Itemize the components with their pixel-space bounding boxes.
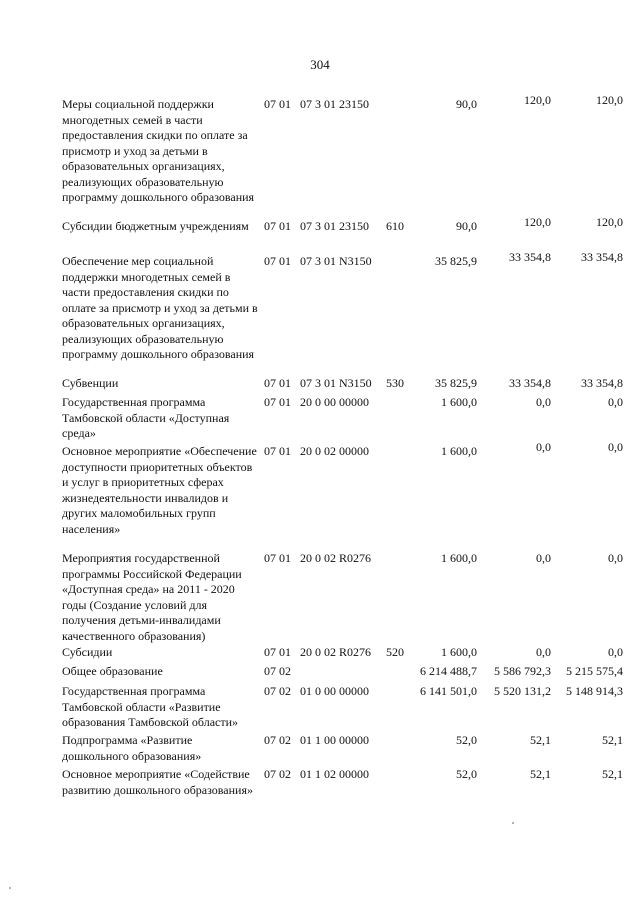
- row-value-3: 0,0: [608, 645, 623, 659]
- row-name: Государственная программа Тамбовской области «Развитие образования Тамбовской области»: [62, 684, 239, 729]
- row-section: 07 02: [264, 767, 291, 781]
- row-value-1: 52,0: [456, 767, 477, 781]
- row-name: Мероприятия государственной программы Российской Федерации «Доступная среда» на 2011 - 2020 годы (Создание условий для получения детьми-инвалидами качественного образования): [62, 551, 242, 643]
- row-target-article: 07 3 01 23150: [300, 97, 369, 111]
- row-value-2: 0,0: [536, 645, 551, 659]
- row-target-article: 20 0 02 R0276: [300, 645, 372, 659]
- row-value-1: 90,0: [456, 219, 477, 233]
- row-value-2: 120,0: [524, 93, 551, 107]
- row-value-3: 5 148 914,3: [566, 684, 623, 698]
- row-name: Основное мероприятие «Обеспечение доступности приоритетных объектов и услуг в приоритетных сферах жизнедеятельности инвалидов и других маломобильных групп населения»: [62, 444, 257, 536]
- page-number: 304: [310, 57, 330, 72]
- row-name: Государственная программа Тамбовской области «Доступная среда»: [62, 395, 230, 440]
- row-value-1: 35 825,9: [435, 376, 477, 390]
- row-value-1: 90,0: [456, 97, 477, 111]
- row-value-3: 33 354,8: [581, 250, 623, 264]
- row-value-2: 0,0: [536, 395, 551, 409]
- row-name: Меры социальной поддержки многодетных семей в части предоставления скидки по оплате за присмотр и уход за детьми в образовательных организациях, реализующих образовательную программу дошкольного образования: [62, 97, 255, 204]
- row-target-article: 07 3 01 23150: [300, 219, 369, 233]
- row-expense-type: 530: [386, 376, 404, 390]
- row-value-2: 5 586 792,3: [494, 664, 551, 678]
- row-name: Субсидии: [62, 645, 113, 659]
- row-value-2: 33 354,8: [509, 250, 551, 264]
- row-section: 07 01: [264, 395, 291, 409]
- row-value-3: 0,0: [608, 440, 623, 454]
- row-section: 07 01: [264, 219, 291, 233]
- row-name: Общее образование: [62, 664, 163, 678]
- row-expense-type: 520: [386, 645, 404, 659]
- row-value-1: 1 600,0: [441, 645, 477, 659]
- row-section: 07 02: [264, 733, 291, 747]
- row-target-article: 07 3 01 N3150: [300, 376, 372, 390]
- row-value-1: 1 600,0: [441, 444, 477, 458]
- row-value-2: 52,1: [530, 733, 551, 747]
- row-value-3: 52,1: [602, 767, 623, 781]
- row-target-article: 01 1 00 00000: [300, 733, 369, 747]
- row-value-3: 0,0: [608, 395, 623, 409]
- row-target-article: 01 1 02 00000: [300, 767, 369, 781]
- scan-speck: [9, 887, 11, 889]
- row-name: Субсидии бюджетным учреждениям: [62, 219, 249, 233]
- row-section: 07 01: [264, 97, 291, 111]
- scan-speck: [512, 822, 514, 824]
- row-value-3: 120,0: [596, 93, 623, 107]
- row-value-1: 1 600,0: [441, 395, 477, 409]
- row-section: 07 01: [264, 444, 291, 458]
- row-value-3: 33 354,8: [581, 376, 623, 390]
- row-target-article: 07 3 01 N3150: [300, 254, 372, 268]
- row-section: 07 01: [264, 254, 291, 268]
- row-value-2: 120,0: [524, 215, 551, 229]
- row-value-3: 0,0: [608, 551, 623, 565]
- row-name: Подпрограмма «Развитие дошкольного образования»: [62, 733, 202, 763]
- row-value-2: 33 354,8: [509, 376, 551, 390]
- row-value-2: 5 520 131,2: [494, 684, 551, 698]
- row-value-3: 52,1: [602, 733, 623, 747]
- row-target-article: 01 0 00 00000: [300, 684, 369, 698]
- row-target-article: 20 0 02 R0276: [300, 551, 372, 565]
- row-name: Обеспечение мер социальной поддержки многодетных семей в части предоставления скидки по оплате за присмотр и уход за детьми в образовательных организациях, реализующих образовательную программу дошкольного образования: [62, 254, 258, 361]
- row-name: Основное мероприятие «Содействие развитию дошкольного образования»: [62, 767, 253, 797]
- row-expense-type: 610: [386, 219, 404, 233]
- row-section: 07 01: [264, 376, 291, 390]
- row-value-3: 5 215 575,4: [566, 664, 623, 678]
- row-name: Субвенции: [62, 376, 119, 390]
- row-value-1: 6 141 501,0: [420, 684, 477, 698]
- row-target-article: 20 0 02 00000: [300, 444, 369, 458]
- row-section: 07 01: [264, 645, 291, 659]
- row-value-1: 52,0: [456, 733, 477, 747]
- row-value-2: 0,0: [536, 440, 551, 454]
- row-section: 07 01: [264, 551, 291, 565]
- row-value-2: 0,0: [536, 551, 551, 565]
- row-target-article: 20 0 00 00000: [300, 395, 369, 409]
- row-value-2: 52,1: [530, 767, 551, 781]
- row-value-1: 6 214 488,7: [420, 664, 477, 678]
- row-value-1: 1 600,0: [441, 551, 477, 565]
- row-value-1: 35 825,9: [435, 254, 477, 268]
- row-section: 07 02: [264, 684, 291, 698]
- row-value-3: 120,0: [596, 215, 623, 229]
- row-section: 07 02: [264, 664, 291, 678]
